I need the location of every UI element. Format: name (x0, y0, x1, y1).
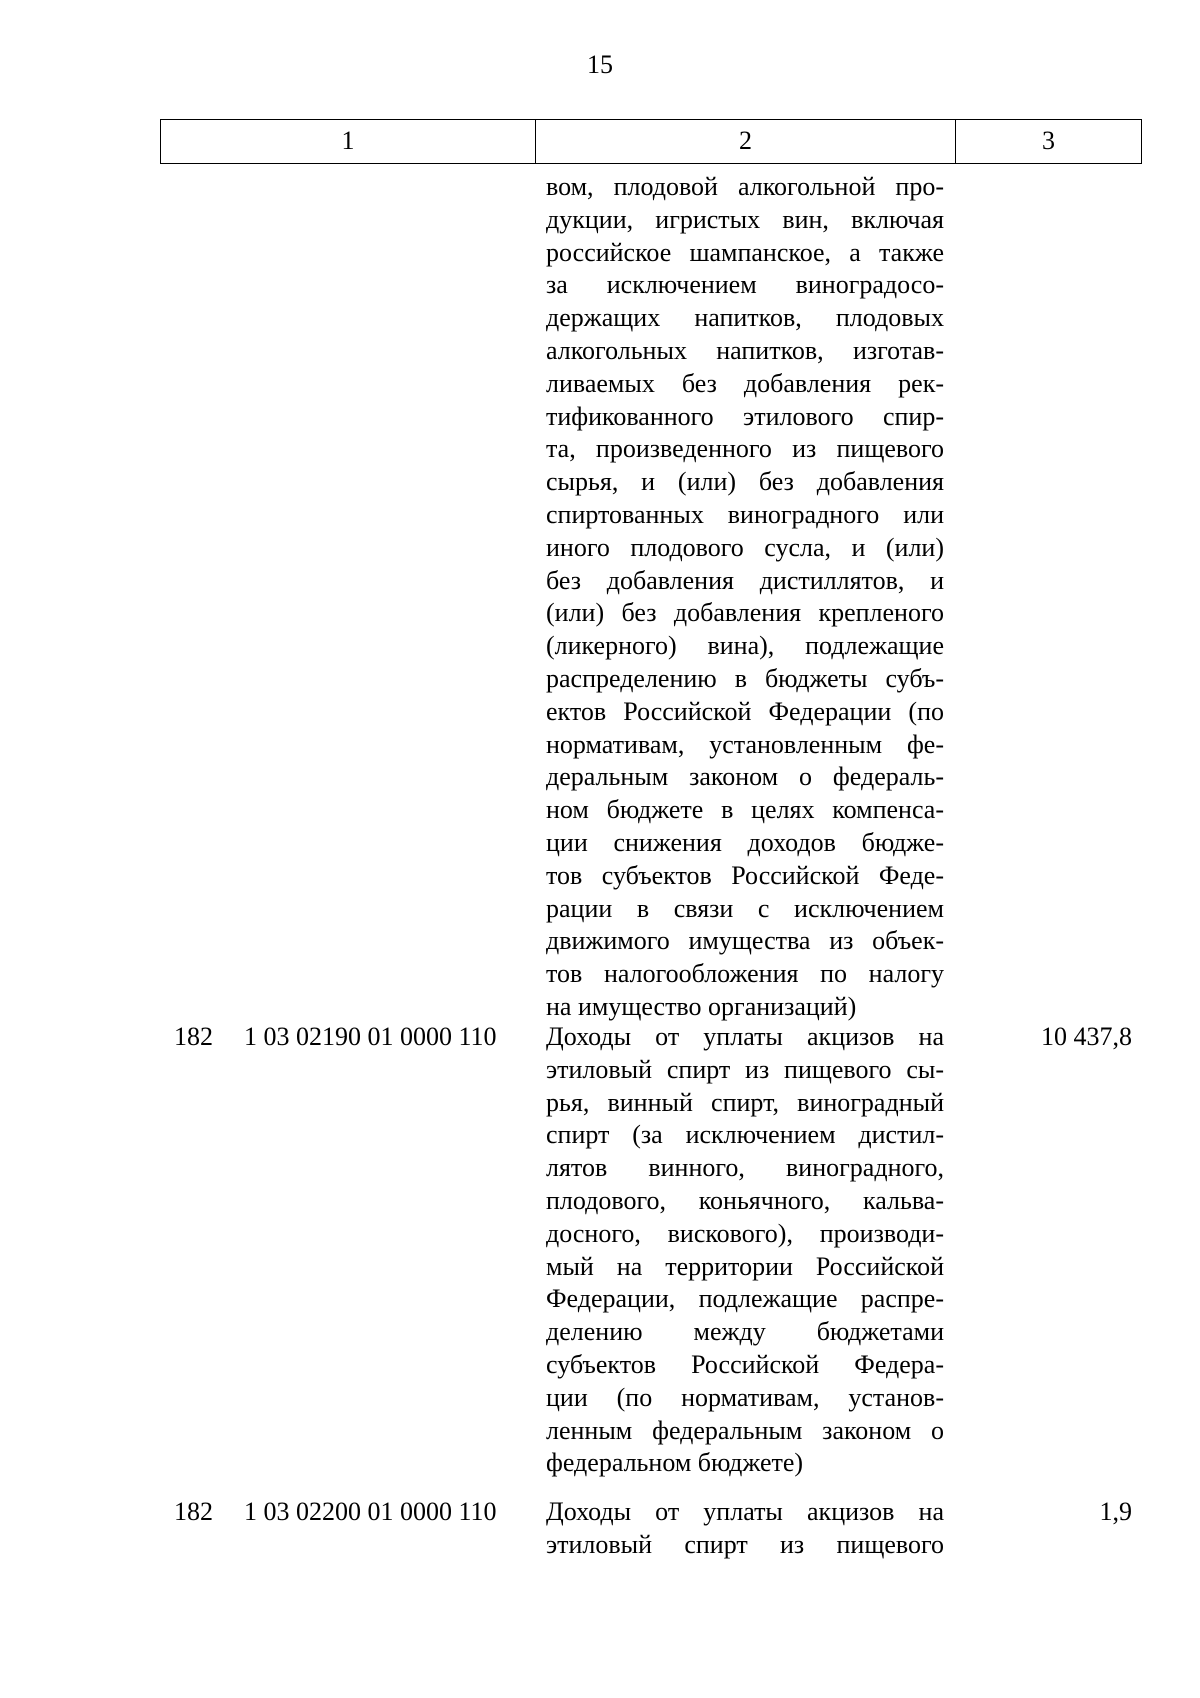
table-header-col-3: 3 (1042, 126, 1055, 155)
text-line: нормативам, установленным фе- (546, 729, 944, 759)
row-1-admin-code: 182 (174, 1022, 213, 1051)
row-2-kbk-code: 1 03 02200 01 0000 110 (244, 1497, 497, 1526)
text-line: сырья, и (или) без добавления (546, 467, 944, 497)
text-line: ном бюджете в целях компенса- (546, 795, 944, 825)
text-line: российское шампанское, а также (546, 237, 944, 267)
text-line: без добавления дистиллятов, и (546, 565, 944, 595)
text-line: спиртованных виноградного или (546, 499, 944, 529)
row-2-description (546, 1496, 944, 1562)
text-line: Доходы от уплаты акцизов на (546, 1022, 944, 1051)
row-2-admin-code: 182 (174, 1497, 213, 1526)
text-line: ции (по нормативам, установ- (546, 1382, 944, 1412)
row-1-description (546, 1021, 944, 1480)
text-line: тов налогообложения по налогу (546, 959, 944, 989)
text-line: этиловый спирт из пищевого сы- (546, 1054, 944, 1084)
text-line: распределению в бюджеты субъ- (546, 663, 944, 693)
text-line: (ликерного) вина), подлежащие (546, 631, 944, 661)
text-line: субъектов Российской Федера- (546, 1349, 944, 1379)
text-line: движимого имущества из объек- (546, 926, 944, 956)
text-line: тов субъектов Российской Феде- (546, 860, 944, 890)
text-line: делению между бюджетами (546, 1317, 944, 1347)
text-line: тификованного этилового спир- (546, 401, 944, 431)
text-line: Федерации, подлежащие распре- (546, 1284, 944, 1314)
text-line: плодового, коньячного, кальва- (546, 1185, 944, 1215)
text-line: рации в связи с исключением (546, 893, 944, 923)
row-2-amount: 1,9 (1099, 1497, 1132, 1526)
text-line: Доходы от уплаты акцизов на (546, 1497, 944, 1526)
text-line: вом, плодовой алкогольной про- (546, 172, 944, 201)
page-number: 15 (587, 50, 613, 79)
text-line: ции снижения доходов бюдже- (546, 827, 944, 857)
text-line: деральным законом о федераль- (546, 762, 944, 792)
text-line: дукции, игристых вин, включая (546, 204, 944, 234)
text-line: держащих напитков, плодовых (546, 303, 944, 333)
text-line: ектов Российской Федерации (по (546, 696, 944, 726)
text-line: федеральном бюджете) (546, 1448, 804, 1478)
text-line: лятов винного, виноградного, (546, 1153, 944, 1183)
text-line: алкогольных напитков, изготав- (546, 335, 944, 365)
table-header-row (160, 119, 1142, 164)
continuation-text (546, 171, 944, 1024)
text-line: спирт (за исключением дистил- (546, 1120, 944, 1150)
row-1-kbk-code: 1 03 02190 01 0000 110 (244, 1022, 497, 1051)
table-header-col-2: 2 (536, 120, 956, 163)
text-line: та, произведенного из пищевого (546, 434, 944, 464)
text-line: на имущество организаций) (546, 991, 857, 1021)
text-line: рья, винный спирт, виноградный (546, 1087, 944, 1117)
text-line: ленным федеральным законом о (546, 1415, 944, 1445)
text-line: мый на территории Российской (546, 1251, 944, 1281)
text-line: этиловый спирт из пищевого (546, 1529, 944, 1559)
text-line: (или) без добавления крепленого (546, 598, 944, 628)
text-line: ливаемых без добавления рек- (546, 368, 944, 398)
text-line: за исключением виноградосо- (546, 270, 944, 300)
text-line: иного плодового сусла, и (или) (546, 532, 944, 562)
table-header-col-1: 1 (161, 120, 536, 163)
text-line: досного, вискового), производи- (546, 1218, 944, 1248)
row-1-amount: 10 437,8 (1041, 1022, 1132, 1051)
